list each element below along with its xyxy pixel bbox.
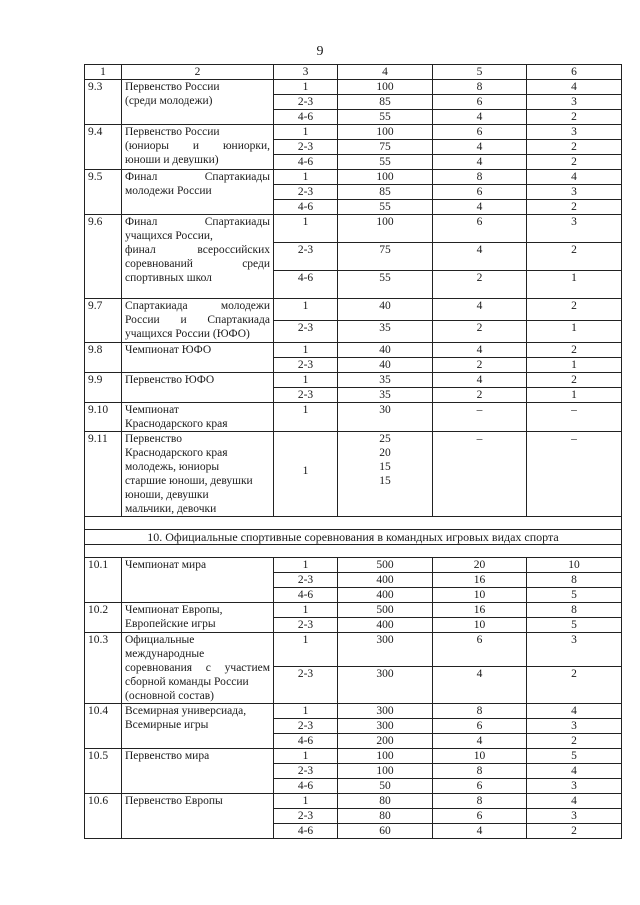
- name-line: [125, 313, 270, 327]
- value-c5: 6: [433, 779, 527, 794]
- table-row: [85, 432, 622, 517]
- row-number: 9.11: [85, 432, 122, 517]
- place-cell: 4-6: [274, 779, 338, 794]
- name-line: Чемпионат: [125, 404, 179, 416]
- value-c4: 60: [338, 824, 433, 839]
- place-cell: 2-3: [274, 809, 338, 824]
- row-number: 9.9: [85, 373, 122, 403]
- value-c5: 4: [433, 824, 527, 839]
- name-line: (среди молодежи): [125, 95, 213, 107]
- competition-name: [122, 432, 274, 517]
- value-c6: 1: [527, 271, 622, 299]
- place-cell: 1: [274, 125, 338, 140]
- competition-name: [122, 170, 274, 215]
- value-c5: 2: [433, 388, 527, 403]
- name-line: [125, 243, 270, 257]
- name-line: [125, 299, 270, 313]
- section-spacer-bottom: [85, 545, 622, 558]
- name-line: Краснодарского края: [125, 447, 228, 459]
- place-cell: 1: [274, 215, 338, 243]
- name-word: международные: [125, 648, 205, 660]
- value-c5: 6: [433, 719, 527, 734]
- value-c6: 10: [527, 558, 622, 573]
- value-c4: 400: [338, 588, 433, 603]
- name-line: Краснодарского края: [125, 418, 228, 430]
- header-row: [85, 65, 622, 80]
- table-row: [85, 749, 622, 764]
- name-line: [125, 229, 270, 243]
- row-number: 9.4: [85, 125, 122, 170]
- place-cell: 1: [274, 633, 338, 667]
- value-c4: 80: [338, 809, 433, 824]
- name-word: юниорки,: [222, 140, 270, 152]
- competition-name: [122, 125, 274, 170]
- value-c6: 3: [527, 95, 622, 110]
- table-row: [85, 403, 622, 432]
- place-cell: 2-3: [274, 185, 338, 200]
- name-line: [125, 675, 270, 689]
- name-line: [125, 647, 270, 661]
- value-c4: 55: [338, 110, 433, 125]
- value-c6: 2: [527, 824, 622, 839]
- value-c4: [338, 432, 433, 517]
- value-c6: 4: [527, 794, 622, 809]
- name-word: юноши и девушки): [125, 154, 219, 166]
- value-c4: 30: [338, 403, 433, 432]
- value-c6: 4: [527, 764, 622, 779]
- value-c5: 10: [433, 749, 527, 764]
- table-row: [85, 299, 622, 321]
- value-c6: 2: [527, 243, 622, 271]
- value-c6: 5: [527, 588, 622, 603]
- value-c4: 35: [338, 321, 433, 343]
- competition-name: [122, 794, 274, 839]
- value-c6: 2: [527, 373, 622, 388]
- value-c6: 2: [527, 110, 622, 125]
- place-cell: 2-3: [274, 140, 338, 155]
- name-line: [125, 215, 270, 229]
- value-c4: 100: [338, 764, 433, 779]
- value-c5: 2: [433, 321, 527, 343]
- place-cell: 2-3: [274, 388, 338, 403]
- value-c5: 6: [433, 215, 527, 243]
- table-row: [85, 125, 622, 140]
- name-word: Спартакиада: [207, 314, 270, 326]
- value-c6: 3: [527, 185, 622, 200]
- value-c6: 3: [527, 633, 622, 667]
- name-line: старшие юноши, девушки: [125, 475, 253, 487]
- place-cell: 1: [274, 603, 338, 618]
- row-number: 10.1: [85, 558, 122, 603]
- value-c6: 1: [527, 388, 622, 403]
- value-c4: 100: [338, 749, 433, 764]
- name-line: Первенство ЮФО: [125, 374, 215, 386]
- name-word: соревнования: [125, 662, 193, 674]
- value-c6: 8: [527, 603, 622, 618]
- place-cell: 4-6: [274, 110, 338, 125]
- place-cell: 4-6: [274, 271, 338, 299]
- value-c5: 4: [433, 667, 527, 704]
- name-word: России: [125, 314, 160, 326]
- place-cell: 2-3: [274, 719, 338, 734]
- value-c6: 4: [527, 80, 622, 95]
- value-c4: 100: [338, 80, 433, 95]
- place-cell: 1: [274, 170, 338, 185]
- name-word: Первенство России: [125, 126, 220, 138]
- competition-name: [122, 603, 274, 633]
- value-c4: 100: [338, 215, 433, 243]
- value-c6: 3: [527, 809, 622, 824]
- value-c4: 300: [338, 667, 433, 704]
- header-col-2: 2: [122, 65, 274, 80]
- value-c5: 16: [433, 603, 527, 618]
- dash-cell: –: [433, 403, 527, 432]
- value-c6: 3: [527, 125, 622, 140]
- place-cell: 2-3: [274, 573, 338, 588]
- dash-cell: –: [527, 403, 622, 432]
- value-c5: 6: [433, 633, 527, 667]
- value-c6: 2: [527, 667, 622, 704]
- value-c5: 4: [433, 155, 527, 170]
- name-word: молодежи: [220, 300, 270, 312]
- value-c5: 6: [433, 125, 527, 140]
- value-c5: 8: [433, 764, 527, 779]
- row-number: 9.6: [85, 215, 122, 299]
- value-c4: 300: [338, 704, 433, 719]
- section-title-row: [85, 530, 622, 545]
- value-line: 20: [379, 447, 391, 459]
- place-cell: 1: [274, 299, 338, 321]
- name-word: Спартакиада: [125, 300, 188, 312]
- value-c5: 4: [433, 140, 527, 155]
- place-cell: 2-3: [274, 321, 338, 343]
- value-c4: 500: [338, 558, 433, 573]
- name-word: и: [192, 140, 200, 152]
- value-c5: 6: [433, 809, 527, 824]
- value-c4: 55: [338, 271, 433, 299]
- name-line: Чемпионат мира: [125, 559, 207, 571]
- value-c4: 75: [338, 140, 433, 155]
- value-c5: 6: [433, 95, 527, 110]
- name-word: и: [180, 314, 187, 326]
- value-c5: 4: [433, 200, 527, 215]
- name-word: учащихся России,: [125, 230, 213, 242]
- value-c5: 4: [433, 343, 527, 358]
- competition-name: [122, 633, 274, 704]
- value-c5: 2: [433, 358, 527, 373]
- competition-name: [122, 80, 274, 125]
- row-number: 10.5: [85, 749, 122, 794]
- name-line: [125, 170, 270, 184]
- header-col-5: 5: [433, 65, 527, 80]
- header-col-3: 3: [274, 65, 338, 80]
- section-spacer-top: [85, 517, 622, 530]
- value-c6: 2: [527, 155, 622, 170]
- table-row: [85, 215, 622, 243]
- value-c6: 2: [527, 343, 622, 358]
- name-line: [125, 184, 270, 198]
- value-c5: 4: [433, 243, 527, 271]
- section-header-row: [85, 517, 622, 530]
- value-c4: 200: [338, 734, 433, 749]
- value-c5: 4: [433, 299, 527, 321]
- row-number: 9.10: [85, 403, 122, 432]
- place-cell: 1: [274, 373, 338, 388]
- value-c6: 8: [527, 573, 622, 588]
- place-cell: 4-6: [274, 155, 338, 170]
- page-number: 9: [316, 44, 324, 59]
- place-cell: 1: [274, 403, 338, 432]
- name-word: среди: [242, 258, 270, 270]
- name-line: [125, 661, 270, 675]
- value-c6: 1: [527, 321, 622, 343]
- value-c5: 6: [433, 185, 527, 200]
- competition-name: [122, 749, 274, 794]
- name-word: соревнований: [125, 258, 193, 270]
- value-c5: 4: [433, 734, 527, 749]
- place-cell: 2-3: [274, 667, 338, 704]
- value-c5: 8: [433, 80, 527, 95]
- value-c4: 500: [338, 603, 433, 618]
- name-line: молодежь, юниоры: [125, 461, 220, 473]
- name-line: Первенство: [125, 433, 183, 445]
- place-cell: 4-6: [274, 588, 338, 603]
- section-spacer-row: [85, 545, 622, 558]
- value-c4: 40: [338, 343, 433, 358]
- name-word: сборной команды России: [125, 676, 249, 688]
- dash-cell: –: [433, 432, 527, 517]
- value-c4: 85: [338, 95, 433, 110]
- name-line: [125, 689, 270, 703]
- table-row: [85, 343, 622, 358]
- name-line: [125, 257, 270, 271]
- table-row: [85, 558, 622, 573]
- competition-name: [122, 373, 274, 403]
- place-cell: 1: [274, 80, 338, 95]
- name-line: Первенство Европы: [125, 795, 223, 807]
- value-line: 15: [379, 475, 391, 487]
- value-c5: 8: [433, 170, 527, 185]
- value-c4: 40: [338, 358, 433, 373]
- place-cell: 1: [274, 343, 338, 358]
- value-c4: 80: [338, 794, 433, 809]
- value-c6: 4: [527, 704, 622, 719]
- value-c6: 5: [527, 749, 622, 764]
- value-c6: 1: [527, 358, 622, 373]
- name-word: всероссийских: [197, 244, 270, 256]
- competition-name: [122, 704, 274, 749]
- value-c4: 100: [338, 170, 433, 185]
- table-row: [85, 373, 622, 388]
- value-c5: 4: [433, 373, 527, 388]
- value-c4: 300: [338, 719, 433, 734]
- value-line: 15: [379, 461, 391, 473]
- header-col-6: 6: [527, 65, 622, 80]
- value-c6: 2: [527, 140, 622, 155]
- row-number: 10.3: [85, 633, 122, 704]
- name-line: Европейские игры: [125, 618, 216, 630]
- table-row: [85, 170, 622, 185]
- value-c4: 100: [338, 125, 433, 140]
- value-c6: 4: [527, 170, 622, 185]
- name-line: мальчики, девочки: [125, 503, 217, 515]
- place-cell: 1: [274, 704, 338, 719]
- place-cell: 4-6: [274, 824, 338, 839]
- place-cell: 2-3: [274, 95, 338, 110]
- value-c4: 35: [338, 373, 433, 388]
- table-row: [85, 80, 622, 95]
- name-word: учащихся России (ЮФО): [125, 328, 250, 340]
- name-line: Всемирная универсиада,: [125, 705, 247, 717]
- value-c4: 75: [338, 243, 433, 271]
- place-cell: 4-6: [274, 734, 338, 749]
- name-line: [125, 633, 270, 647]
- value-c5: 4: [433, 110, 527, 125]
- place-cell: 1: [274, 794, 338, 809]
- competition-name: [122, 215, 274, 299]
- value-c4: 55: [338, 200, 433, 215]
- competition-name: [122, 558, 274, 603]
- value-c4: 85: [338, 185, 433, 200]
- value-c4: 300: [338, 633, 433, 667]
- dash-cell: –: [527, 432, 622, 517]
- value-c5: 8: [433, 794, 527, 809]
- place-cell: 2-3: [274, 358, 338, 373]
- name-word: спортивных школ: [125, 272, 212, 284]
- table-row: [85, 704, 622, 719]
- competition-name: [122, 403, 274, 432]
- value-c5: 10: [433, 588, 527, 603]
- value-c5: 20: [433, 558, 527, 573]
- name-word: молодежи России: [125, 185, 212, 197]
- value-c4: 55: [338, 155, 433, 170]
- competition-name: [122, 343, 274, 373]
- place-cell: 1: [274, 558, 338, 573]
- name-word: с: [205, 662, 211, 674]
- name-word: Спартакиады: [204, 171, 270, 183]
- table-row: [85, 794, 622, 809]
- value-c5: 8: [433, 704, 527, 719]
- name-line: Чемпионат ЮФО: [125, 344, 212, 356]
- name-word: Финал: [125, 171, 158, 183]
- row-number: 10.4: [85, 704, 122, 749]
- name-line: Первенство мира: [125, 750, 210, 762]
- table-row: [85, 633, 622, 667]
- competition-name: [122, 299, 274, 343]
- name-word: (основной состав): [125, 690, 215, 702]
- value-c4: 400: [338, 573, 433, 588]
- header-col-1: 1: [85, 65, 122, 80]
- results-table: [84, 64, 622, 839]
- value-c6: 3: [527, 779, 622, 794]
- name-line: Всемирные игры: [125, 719, 209, 731]
- row-number: 9.7: [85, 299, 122, 343]
- place-cell: 2-3: [274, 764, 338, 779]
- name-word: финал: [125, 244, 156, 256]
- row-number: 10.6: [85, 794, 122, 839]
- table-row: [85, 603, 622, 618]
- name-line: [125, 327, 270, 341]
- value-c6: 2: [527, 734, 622, 749]
- value-c5: 2: [433, 271, 527, 299]
- value-c4: 40: [338, 299, 433, 321]
- value-c5: 10: [433, 618, 527, 633]
- value-c6: 2: [527, 299, 622, 321]
- place-cell: 4-6: [274, 200, 338, 215]
- name-word: (юниоры: [125, 140, 169, 152]
- value-c5: 16: [433, 573, 527, 588]
- value-c4: 50: [338, 779, 433, 794]
- value-c6: 3: [527, 215, 622, 243]
- name-line: [125, 139, 270, 153]
- name-line: Первенство России: [125, 81, 220, 93]
- name-word: Официальные: [125, 634, 195, 646]
- place-cell: 2-3: [274, 243, 338, 271]
- name-word: Спартакиады: [204, 216, 270, 228]
- row-number: 10.2: [85, 603, 122, 633]
- row-number: 9.8: [85, 343, 122, 373]
- value-c6: 5: [527, 618, 622, 633]
- value-c6: 3: [527, 719, 622, 734]
- value-line: 25: [379, 433, 391, 445]
- value-c4: 35: [338, 388, 433, 403]
- name-line: [125, 271, 270, 285]
- place-cell: 1: [274, 749, 338, 764]
- place-cell: 2-3: [274, 618, 338, 633]
- name-word: Финал: [125, 216, 158, 228]
- value-c4: 400: [338, 618, 433, 633]
- section-title: 10. Официальные спортивные соревнования в командных игровых видах спорта: [85, 530, 622, 545]
- place-cell: 1: [274, 432, 338, 517]
- name-line: [125, 153, 270, 167]
- name-line: юноши, девушки: [125, 489, 209, 501]
- row-number: 9.5: [85, 170, 122, 215]
- name-line: Чемпионат Европы,: [125, 604, 223, 616]
- header-col-4: 4: [338, 65, 433, 80]
- row-number: 9.3: [85, 80, 122, 125]
- value-c6: 2: [527, 200, 622, 215]
- name-word: участием: [224, 662, 270, 674]
- name-line: [125, 125, 270, 139]
